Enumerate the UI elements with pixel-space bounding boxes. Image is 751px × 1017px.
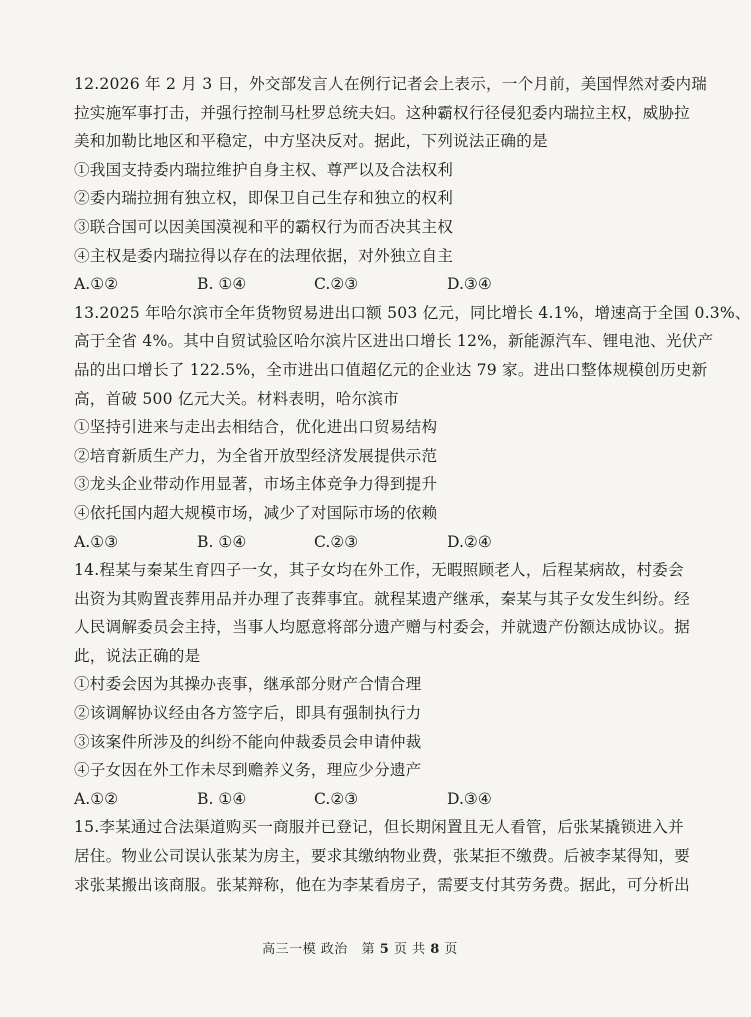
question-12-choices <box>74 270 648 299</box>
footer-page-suffix: 页 <box>444 942 458 957</box>
question-13-option-2: ②培育新质生产力，为全省开放型经济发展提供示范 <box>74 446 438 465</box>
page-footer <box>0 938 720 957</box>
choice-c: C.②③ <box>314 789 359 808</box>
footer-page-mid: 页 共 <box>393 942 426 957</box>
choice-b: B. ①④ <box>197 275 247 294</box>
question-14-choices <box>74 785 648 814</box>
question-12-option-2: ②委内瑞拉拥有独立权，即保卫自己生存和独立的权利 <box>74 189 454 208</box>
question-13-option-1: ①坚持引进来与走出去相结合，优化进出口贸易结构 <box>74 418 438 437</box>
choice-a: A.①③ <box>74 532 119 551</box>
question-13-option-3: ③龙头企业带动作用显著，市场主体竞争力得到提升 <box>74 475 438 494</box>
question-14-stem-line-4: 此，说法正确的是 <box>74 646 201 665</box>
choice-b: B. ①④ <box>197 532 247 551</box>
question-15-stem-line-1: 15.李某通过合法渠道购买一商服并已登记，但长期闲置且无人看管，后张某撬锁进入并 <box>74 818 684 837</box>
question-13-stem-line-2: 高于全省 4%。其中自贸试验区哈尔滨片区进出口增长 12%，新能源汽车、锂电池、光伏产 <box>74 332 714 351</box>
question-13-option-4: ④依托国内超大规模市场，减少了对国际市场的依赖 <box>74 503 438 522</box>
question-15 <box>74 813 690 899</box>
footer-page-total: 8 <box>430 942 440 957</box>
question-12-stem-line-3: 美和加勒比地区和平稳定，中方坚决反对。据此，下列说法正确的是 <box>74 132 548 151</box>
choice-b: B. ①④ <box>197 789 247 808</box>
question-14-option-2: ②该调解协议经由各方签字后，即具有强制执行力 <box>74 704 422 723</box>
question-15-stem-line-2: 居住。物业公司误认张某为房主，要求其缴纳物业费，张某拒不缴费。后被李某得知，要 <box>74 847 690 866</box>
question-12-option-1: ①我国支持委内瑞拉维护自身主权、尊严以及合法权利 <box>74 160 454 179</box>
footer-page-prefix: 第 <box>361 942 376 957</box>
question-12-stem-line-2: 拉实施军事打击，并强行控制马杜罗总统夫妇。这种霸权行径侵犯委内瑞拉主权，威胁拉 <box>74 103 690 122</box>
choice-c: C.②③ <box>314 275 359 294</box>
choice-d: D.②④ <box>447 532 492 551</box>
question-13-choices <box>74 528 648 557</box>
choice-a: A.①② <box>74 789 119 808</box>
question-14-stem-line-2: 出资为其购置丧葬用品并办理了丧葬事宜。就程某遗产继承，秦某与其子女发生纠纷。经 <box>74 589 690 608</box>
choice-d: D.③④ <box>447 275 492 294</box>
question-14-option-4: ④子女因在外工作未尽到赡养义务，理应少分遗产 <box>74 761 422 780</box>
question-14-option-1: ①村委会因为其操办丧事，继承部分财产合情合理 <box>74 675 422 694</box>
question-15-stem-line-3: 求张某搬出该商服。张某辩称，他在为李某看房子，需要支付其劳务费。据此，可分析出 <box>74 875 690 894</box>
question-12-option-3: ③联合国可以因美国漠视和平的霸权行为而否决其主权 <box>74 217 454 236</box>
choice-d: D.③④ <box>447 789 492 808</box>
question-14-option-3: ③该案件所涉及的纠纷不能向仲裁委员会申请仲裁 <box>74 732 422 751</box>
footer-exam-name: 高三一模 政治 <box>262 942 348 957</box>
choice-a: A.①② <box>74 275 119 294</box>
footer-page-current: 5 <box>379 942 390 957</box>
choice-c: C.②③ <box>314 532 359 551</box>
question-14-stem-line-1: 14.程某与秦某生育四子一女，其子女均在外工作，无暇照顾老人，后程某病故，村委会 <box>74 561 684 580</box>
question-13-stem-line-4: 高，首破 500 亿元大关。材料表明，哈尔滨市 <box>74 389 399 408</box>
question-14 <box>74 556 690 813</box>
question-12 <box>74 70 708 299</box>
question-12-option-4: ④主权是委内瑞拉得以存在的法理依据，对外独立自主 <box>74 246 454 265</box>
question-13-stem-line-3: 品的出口增长了 122.5%，全市进出口值超亿元的企业达 79 家。进出口整体规模创历史新 <box>74 360 708 379</box>
question-14-stem-line-3: 人民调解委员会主持，当事人均愿意将部分遗产赠与村委会，并就遗产份额达成协议。据 <box>74 618 690 637</box>
question-13 <box>74 299 751 556</box>
question-12-stem-line-1: 12.2026 年 2 月 3 日，外交部发言人在例行记者会上表示，一个月前，美国悍然对委内瑞 <box>74 75 708 93</box>
question-13-stem-line-1: 13.2025 年哈尔滨市全年货物贸易进出口额 503 亿元，同比增长 4.1%，增速高于全国 0.3%、 <box>74 303 751 322</box>
